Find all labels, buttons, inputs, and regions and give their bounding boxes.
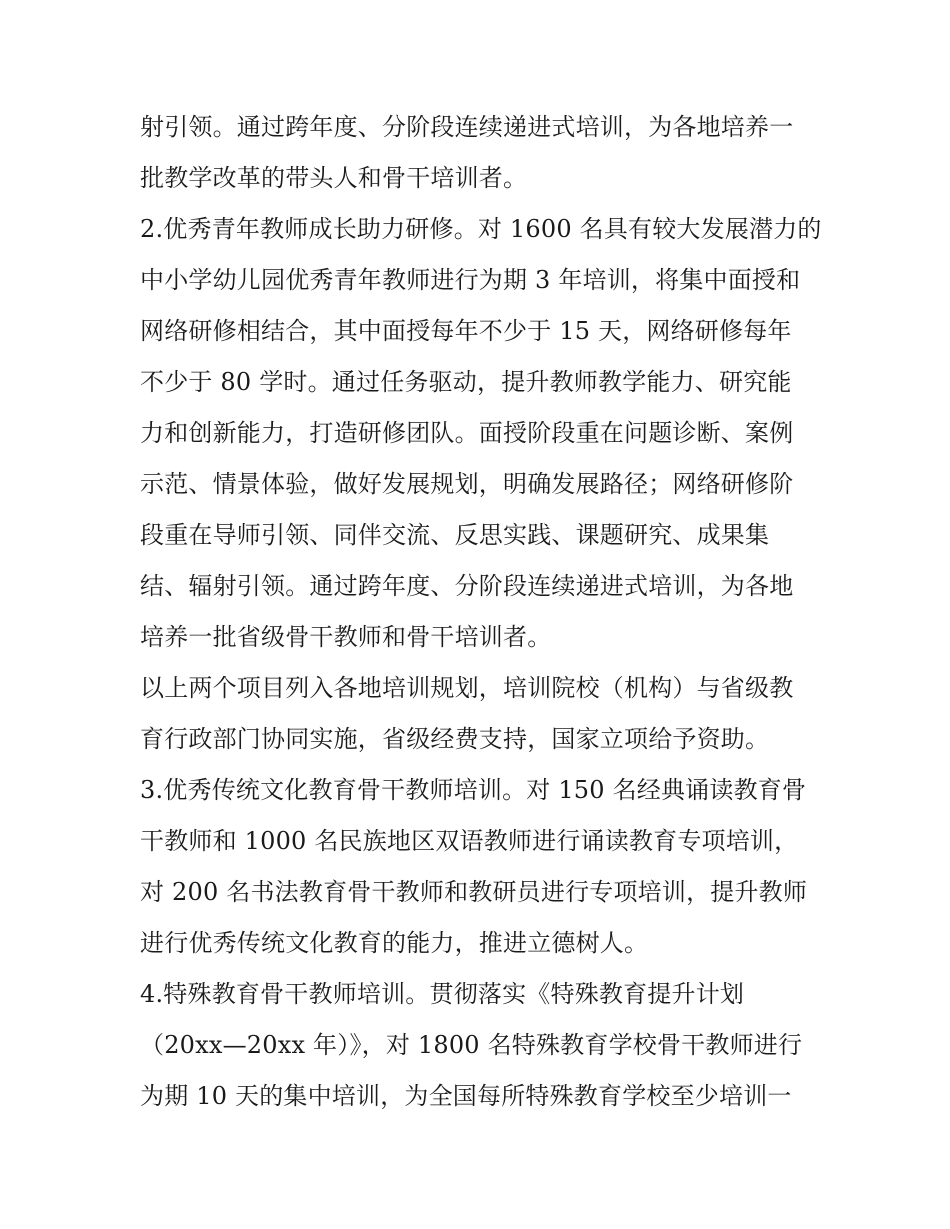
text-line: 示范、情景体验，做好发展规划，明确发展路径；网络研修阶 — [140, 470, 794, 498]
text-line: 段重在导师引领、同伴交流、反思实践、课题研究、成果集 — [140, 521, 770, 549]
text-line: 培养一批省级骨干教师和骨干培训者。 — [140, 623, 552, 651]
text-line: 对 200 名书法教育骨干教师和教研员进行专项培训，提升教师 — [140, 878, 808, 906]
text-line: 批教学改革的带头人和骨干培训者。 — [140, 164, 528, 192]
text-line: 射引领。通过跨年度、分阶段连续递进式培训，为各地培养一 — [140, 113, 794, 141]
text-line: 不少于 80 学时。通过任务驱动，提升教师教学能力、研究能 — [140, 368, 792, 396]
text-line: 3.优秀传统文化教育骨干教师培训。对 150 名经典诵读教育骨 — [140, 776, 807, 804]
text-line: 干教师和 1000 名民族地区双语教师进行诵读教育专项培训， — [140, 827, 799, 855]
text-line: 2.优秀青年教师成长助力研修。对 1600 名具有较大发展潜力的 — [140, 215, 822, 243]
body-text — [140, 102, 820, 1122]
text-line: 以上两个项目列入各地培训规划，培训院校（机构）与省级教 — [140, 674, 794, 702]
text-line: 4.特殊教育骨干教师培训。贯彻落实《特殊教育提升计划 — [140, 980, 745, 1008]
text-line: 进行优秀传统文化教育的能力，推进立德树人。 — [140, 929, 649, 957]
text-line: （20xx—20xx 年）》，对 1800 名特殊教育学校骨干教师进行 — [140, 1031, 803, 1059]
text-line: 为期 10 天的集中培训，为全国每所特殊教育学校至少培训一 — [140, 1082, 792, 1110]
text-line: 结、辐射引领。通过跨年度、分阶段连续递进式培训，为各地 — [140, 572, 794, 600]
text-line: 力和创新能力，打造研修团队。面授阶段重在问题诊断、案例 — [140, 419, 794, 447]
text-line: 网络研修相结合，其中面授每年不少于 15 天，网络研修每年 — [140, 317, 792, 345]
text-line: 中小学幼儿园优秀青年教师进行为期 3 年培训，将集中面授和 — [140, 266, 801, 294]
text-line: 育行政部门协同实施，省级经费支持，国家立项给予资助。 — [140, 725, 770, 753]
